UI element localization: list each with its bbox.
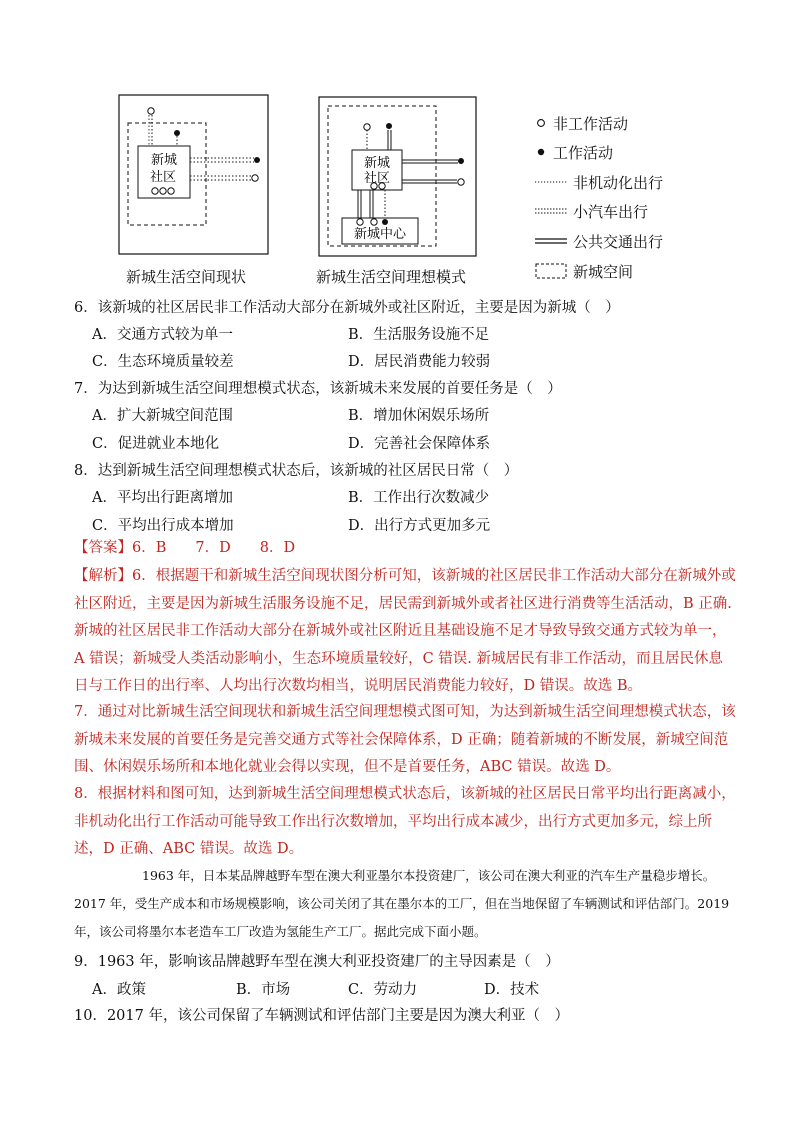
legend-car: 小汽车出行 <box>535 201 648 221</box>
analysis-tag: 【解析】 <box>74 568 132 584</box>
q6-option-c: C．生态环境质量较差 <box>92 354 234 370</box>
q9-option-a: A．政策 <box>92 982 146 998</box>
double-dotted-line-icon <box>535 206 569 216</box>
material-paragraph <box>74 862 746 946</box>
question-9-stem: 9．1963 年，影响该品牌越野车型在澳大利亚投资建厂的主导因素是（ ） <box>74 954 560 970</box>
ideal-mode-diagram <box>318 96 478 258</box>
q7-option-a: A．扩大新城空间范围 <box>92 408 233 424</box>
analysis-7: 7．通过对比新城生活空间现状和新城生活空间理想模式图可知，为达到新城生活空间理想模式状态，该新城未来发展的首要任务是完善交通方式等社会保障体系，D 正确；随着新城的不断发展，新城空间范围、休闲娱乐场所和本地化就业会得以实现，但不是首要任务，ABC 错误。故选 D。 <box>74 704 736 775</box>
q9-option-b: B．市场 <box>236 982 291 998</box>
analysis-6 <box>74 563 736 701</box>
question-7-stem: 7．为达到新城生活空间理想模式状态，该新城未来发展的首要任务是（ ） <box>74 381 562 397</box>
right-caption: 新城生活空间理想模式 <box>316 268 467 286</box>
filled-circle-icon <box>535 145 549 159</box>
work-activity-point <box>174 130 180 136</box>
question-10-stem: 10．2017 年，该公司保留了车辆测试和评估部门主要是因为澳大利亚（ ） <box>74 1008 569 1024</box>
q7-option-d: D．完善社会保障体系 <box>348 436 491 452</box>
legend-non-motorized: 非机动化出行 <box>535 172 663 192</box>
question-6-stem: 6．该新城的社区居民非工作活动大部分在新城外或社区附近，主要是因为新城（ ） <box>74 300 620 316</box>
q9-option-d: D．技术 <box>484 982 540 998</box>
q7-option-c: C．促进就业本地化 <box>92 436 220 452</box>
q8-option-c: C．平均出行成本增加 <box>92 518 234 534</box>
community-label-2: 社区 <box>364 171 391 186</box>
thin-dotted-line-icon <box>535 178 569 186</box>
q6-option-b: B．生活服务设施不足 <box>348 327 490 343</box>
legend-work: 工作活动 <box>535 142 613 162</box>
answer-line <box>74 535 736 563</box>
double-solid-line-icon <box>535 236 569 246</box>
analysis-6-text: 6．根据题干和新城生活空间现状图分析可知，该新城的社区居民非工作活动大部分在新城外或社区附近，主要是因为新城生活服务设施不足，居民需到新城外或者社区进行消费等生活活动，B 正确. 新城的社区居民非工作活动大部分在新城外或社区附近且基础设施不足才导致导致交通方式较为单一，A 错误；新城受人类活动影响小，生态环境质量较好，C 错误. 新城居民有非工作活动，而且居民休息日与工作日的出行率、人均出行次数均相当，说明居民消费能力较好，D 错误。故选 B。 <box>74 568 736 694</box>
answer-tag: 【答案】 <box>74 540 132 556</box>
community-label-1: 新城 <box>363 156 391 171</box>
analysis-8: 8．根据材料和图可知，达到新城生活空间理想模式状态后，该新城的社区居民日常平均出行距离减小，非机动化出行工作活动可能导致工作出行次数增加，平均出行成本减少，出行方式更加多元，综上所述，D 正确、ABC 错误。故选 D。 <box>74 786 736 857</box>
current-state-diagram <box>118 94 270 256</box>
q9-option-c: C．劳动力 <box>348 982 418 998</box>
q8-option-b: B．工作出行次数减少 <box>348 490 490 506</box>
q7-option-b: B．增加休闲娱乐场所 <box>348 408 490 424</box>
non-work-activity-point <box>148 108 154 114</box>
open-circle-icon <box>535 116 549 130</box>
legend-non-work: 非工作活动 <box>535 113 628 133</box>
answer-text: 6．B 7．D 8．D <box>132 540 296 556</box>
legend-public-transit: 公共交通出行 <box>535 231 663 251</box>
dashed-box-icon <box>535 262 569 280</box>
community-label-2: 社区 <box>150 170 177 185</box>
left-caption: 新城生活空间现状 <box>126 268 247 286</box>
q8-option-a: A．平均出行距离增加 <box>92 490 233 506</box>
q8-option-d: D．出行方式更加多元 <box>348 518 491 534</box>
city-center-label: 新城中心 <box>353 227 407 242</box>
q6-option-d: D．居民消费能力较弱 <box>348 354 491 370</box>
question-8-stem: 8．达到新城生活空间理想模式状态后，该新城的社区居民日常（ ） <box>74 463 519 479</box>
q6-option-a: A．交通方式较为单一 <box>92 327 233 343</box>
legend-new-city-space: 新城空间 <box>535 261 633 281</box>
material-text: 1963 年，日本某品牌越野车型在澳大利亚墨尔本投资建厂，该公司在澳大利亚的汽车生产量稳步增长。2017 年，受生产成本和市场规模影响，该公司关闭了其在墨尔本的工厂，但在当地保留了车辆测试和评估部门。2019 年，该公司将墨尔本老造车工厂改造为氢能生产工厂。据此完成下面小题。 <box>74 868 730 939</box>
community-label-1: 新城 <box>150 153 178 168</box>
